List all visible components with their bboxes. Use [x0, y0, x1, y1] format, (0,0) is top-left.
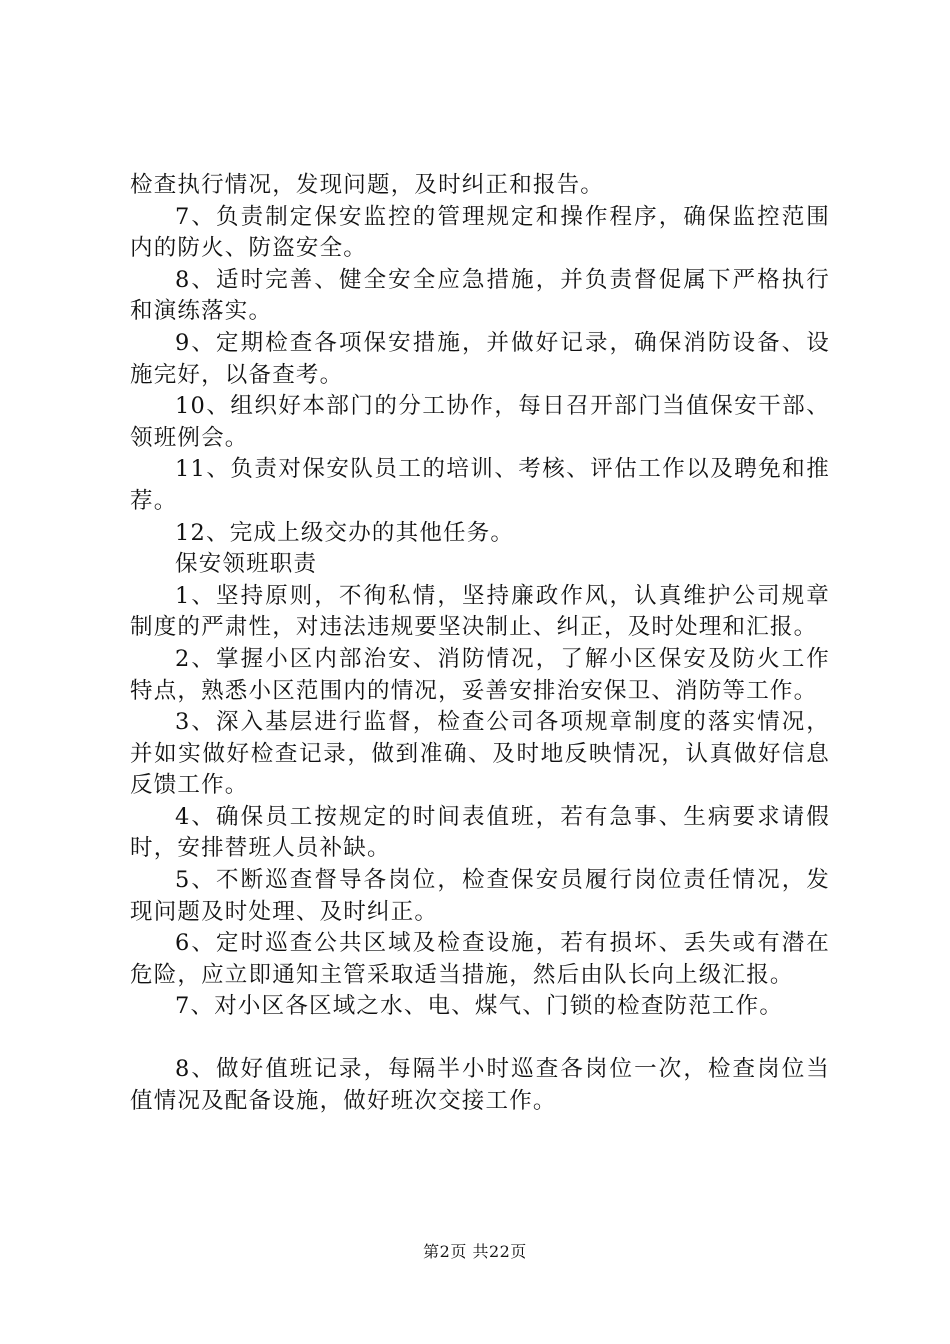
duty-item-2: 2、掌握小区内部治安、消防情况，了解小区保安及防火工作特点，熟悉小区范围内的情况，妥善安排治安保卫、消防等工作。	[130, 645, 830, 704]
document-body	[130, 170, 830, 1117]
paragraph-item-12: 12、完成上级交办的其他任务。	[175, 519, 515, 546]
paragraph-item-10: 10、组织好本部门的分工协作，每日召开部门当值保安干部、领班例会。	[130, 393, 830, 451]
page-number-footer: 第2页 共22页	[423, 1242, 527, 1261]
duty-item-7: 7、对小区各区域之水、电、煤气、门锁的检查防范工作。	[175, 993, 784, 1020]
duty-item-1: 1、坚持原则，不徇私情，坚持廉政作风，认真维护公司规章制度的严肃性，对违法违规要坚决制止、纠正，及时处理和汇报。	[130, 582, 830, 641]
duty-item-5: 5、不断巡查督导各岗位，检查保安员履行岗位责任情况，发现问题及时处理、及时纠正。	[130, 867, 830, 925]
paragraph-item-9: 9、定期检查各项保安措施，并做好记录，确保消防设备、设施完好，以备查考。	[130, 329, 830, 388]
duty-item-3: 3、深入基层进行监督，检查公司各项规章制度的落实情况，并如实做好检查记录，做到准确、及时地反映情况，认真做好信息反馈工作。	[130, 709, 830, 799]
paragraph-item-11: 11、负责对保安队员工的培训、考核、评估工作以及聘免和推荐。	[130, 456, 830, 514]
duty-item-4: 4、确保员工按规定的时间表值班，若有急事、生病要求请假时，安排替班人员补缺。	[130, 803, 830, 862]
duty-item-8: 8、做好值班记录，每隔半小时巡查各岗位一次，检查岗位当值情况及配备设施，做好班次交接工作。	[130, 1056, 830, 1114]
duty-item-6: 6、定时巡查公共区域及检查设施，若有损坏、丢失或有潜在危险，应立即通知主管采取适当措施，然后由队长向上级汇报。	[130, 930, 830, 988]
paragraph-item-8: 8、适时完善、健全安全应急措施，并负责督促属下严格执行和演练落实。	[130, 266, 830, 325]
blank-line	[130, 1023, 830, 1054]
paragraph-continuation: 检查执行情况，发现问题，及时纠正和报告。	[130, 172, 605, 198]
section-heading: 保安领班职责	[175, 551, 318, 578]
paragraph-item-7: 7、负责制定保安监控的管理规定和操作程序，确保监控范围内的防火、防盗安全。	[130, 203, 830, 262]
